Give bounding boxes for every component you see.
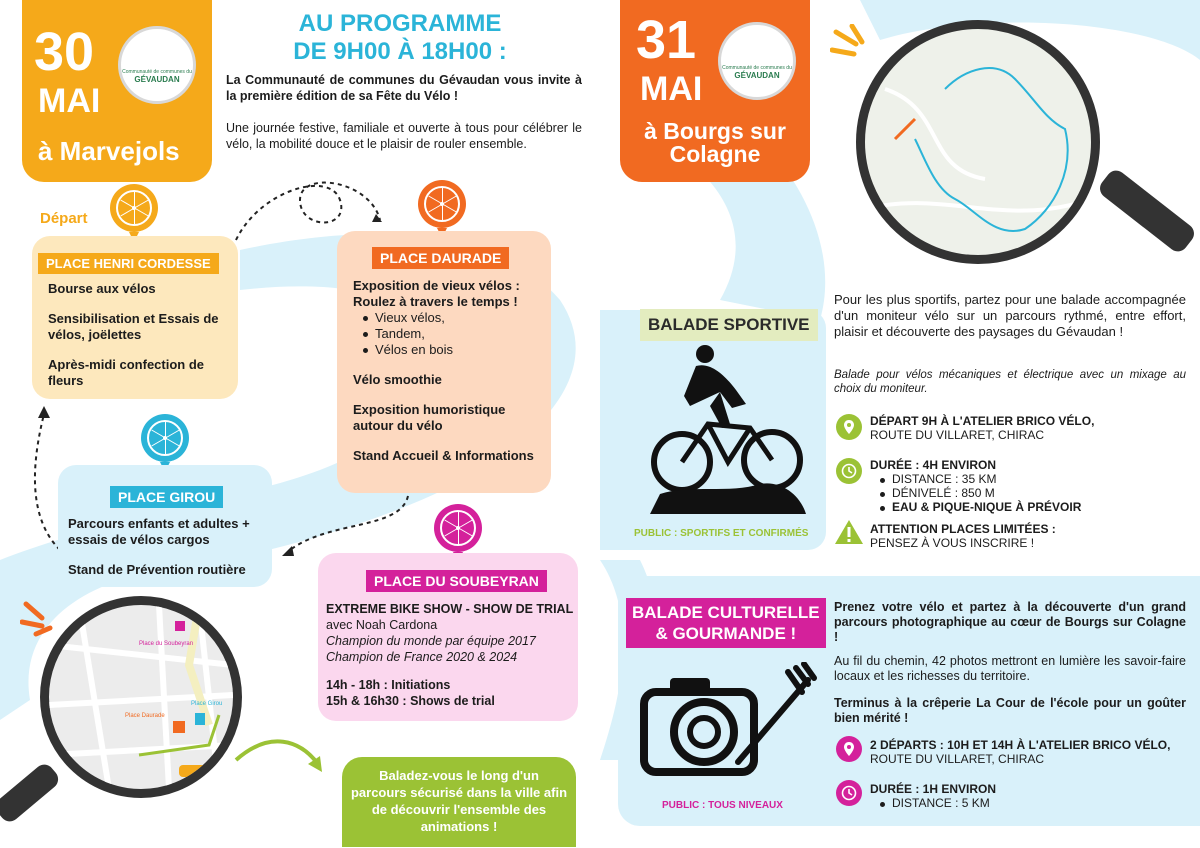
- henri-title: PLACE HENRI CORDESSE: [38, 253, 219, 274]
- sportive-duree: [870, 458, 1081, 514]
- programme-title-line2: DE 9H00 À 18H00 :: [293, 38, 507, 65]
- cyclist-icon: [650, 344, 806, 520]
- soubeyran-list: [326, 601, 576, 709]
- sun-rays-icon: [20, 598, 60, 642]
- map-label-daurade: Place Daurade: [125, 713, 165, 719]
- sportive-depart: [870, 414, 1094, 442]
- sportive-duree-title: DURÉE : 4H ENVIRON: [870, 458, 997, 472]
- list-item: Bourse aux vélos: [48, 281, 156, 296]
- culturelle-title-line1: BALADE CULTURELLE: [632, 603, 820, 622]
- sportive-depart-sub: ROUTE DU VILLARET, CHIRAC: [870, 428, 1045, 442]
- wheel-pin-cyan-icon: [141, 414, 189, 462]
- magnifier-map-right: [856, 20, 1100, 264]
- location-pin-icon: [836, 736, 862, 762]
- magnifier-map-left: [40, 596, 242, 798]
- date-place-31: [630, 120, 800, 166]
- sportive-title: BALADE SPORTIVE: [640, 309, 818, 341]
- henri-list: [48, 281, 230, 403]
- sportive-depart-bold: DÉPART 9H À L'ATELIER BRICO VÉLO,: [870, 414, 1095, 428]
- clock-icon: [836, 780, 862, 806]
- culturelle-depart: [870, 738, 1170, 766]
- culturelle-terminus: Terminus à la crêperie La Cour de l'école pour un goûter bien mérité !: [834, 696, 1186, 725]
- show-with: avec Noah Cardona: [326, 618, 438, 632]
- map-label-girou: Place Girou: [191, 701, 223, 707]
- sportive-intro: Pour les plus sportifs, partez pour une balade accompagnée d'un moniteur vélo sur un parcours rythmé, entre effort, plaisir et découverte des paysages du Gévaudan !: [834, 292, 1186, 339]
- logo-right: [718, 22, 796, 100]
- sportive-duree-list: [878, 472, 1081, 514]
- clock-icon: [836, 458, 862, 484]
- wheel-pin-magenta-icon: [434, 504, 482, 552]
- date-day-31: 31: [636, 10, 697, 70]
- wheel-pin-yellow-icon: [110, 184, 158, 232]
- logo-line2: GÉVAUDAN: [734, 71, 780, 80]
- soubeyran-title: PLACE DU SOUBEYRAN: [366, 570, 547, 592]
- list-item: Sensibilisation et Essais de vélos, joëlettes: [48, 311, 219, 342]
- list-item: Exposition humoristique autour du vélo: [353, 402, 506, 433]
- logo-line1: Communauté de communes du: [722, 65, 792, 71]
- daurade-expo-list: [361, 310, 543, 358]
- culturelle-public: PUBLIC : TOUS NIVEAUX: [662, 800, 783, 811]
- list-item: DÉNIVELÉ : 850 M: [878, 486, 1081, 500]
- daurade-title: PLACE DAURADE: [372, 247, 509, 269]
- list-item: Tandem,: [361, 326, 543, 342]
- warning-icon: [834, 518, 864, 546]
- culturelle-duree-title: DURÉE : 1H ENVIRON: [870, 782, 997, 796]
- show-time1: 14h - 18h : Initiations: [326, 678, 451, 692]
- culturelle-text: Au fil du chemin, 42 photos mettront en lumière les savoir-faire locaux et les richesses du territoire.: [834, 654, 1186, 683]
- show-title: EXTREME BIKE SHOW - SHOW DE TRIAL: [326, 602, 574, 616]
- girou-title: PLACE GIROU: [110, 486, 223, 508]
- bottom-note: Baladez-vous le long d'un parcours sécurisé dans la ville afin de découvrir l'ensemble des animations !: [342, 757, 576, 847]
- date-place-line2: Colagne: [669, 141, 761, 167]
- programme-title-line1: AU PROGRAMME: [298, 10, 502, 37]
- culturelle-title: [626, 598, 826, 648]
- depart-label: Départ: [40, 210, 88, 227]
- culturelle-intro: Prenez votre vélo et partez à la découverte d'un grand parcours photographique au cœur de Bourgs sur Colagne !: [834, 600, 1186, 644]
- sportive-attention-bold: ATTENTION PLACES LIMITÉES :: [870, 522, 1056, 536]
- sportive-attention: [870, 522, 1056, 550]
- intro-bold: La Communauté de communes du Gévaudan vous invite à la première édition de sa Fête du Vélo !: [226, 73, 582, 103]
- list-item: EAU & PIQUE-NIQUE À PRÉVOIR: [878, 500, 1081, 514]
- date-month: MAI: [38, 82, 101, 120]
- sun-rays-icon: [830, 24, 878, 68]
- logo-line2: GÉVAUDAN: [134, 75, 180, 84]
- wheel-pin-orange-icon: [418, 180, 466, 228]
- list-item: DISTANCE : 5 KM: [878, 796, 996, 810]
- culturelle-title-line2: & GOURMANDE !: [655, 624, 797, 643]
- list-item: Parcours enfants et adultes + essais de vélos cargos: [68, 516, 250, 547]
- logo-line1: Communauté de communes du: [122, 69, 192, 75]
- intro-text: Une journée festive, familiale et ouverte à tous pour célébrer le vélo, la mobilité douce et le plaisir de rouler ensemble.: [226, 121, 582, 151]
- culturelle-duree-list: [878, 796, 996, 810]
- daurade-expo-title: Exposition de vieux vélos : Roulez à travers le temps !: [353, 278, 520, 309]
- location-pin-icon: [836, 414, 862, 440]
- list-item: Après-midi confection de fleurs: [48, 357, 205, 388]
- date-day: 30: [34, 22, 95, 82]
- sportive-note: Balade pour vélos mécaniques et électrique avec un mixage au choix du moniteur.: [834, 369, 1186, 395]
- date-place: à Marvejols: [38, 136, 180, 166]
- map-label-henri: Place Henri Cordesse: [175, 785, 234, 791]
- show-champ1: Champion du monde par équipe 2017: [326, 634, 536, 648]
- culturelle-depart-sub: ROUTE DU VILLARET, CHIRAC: [870, 752, 1045, 766]
- sportive-public: PUBLIC : SPORTIFS ET CONFIRMÉS: [634, 528, 809, 539]
- date-place-line1: à Bourgs sur: [644, 118, 786, 144]
- list-item: Vieux vélos,: [361, 310, 543, 326]
- show-champ2: Champion de France 2020 & 2024: [326, 650, 518, 664]
- date-month-31: MAI: [640, 70, 703, 108]
- route-map: [865, 29, 1091, 255]
- culturelle-depart-bold: 2 DÉPARTS : 10H ET 14H À L'ATELIER BRICO VÉLO,: [870, 738, 1171, 752]
- sportive-attention-sub: PENSEZ À VOUS INSCRIRE !: [870, 536, 1035, 550]
- list-item: Vélo smoothie: [353, 372, 442, 387]
- girou-list: [68, 516, 268, 592]
- map-streets: [49, 605, 233, 789]
- culturelle-duree: [870, 782, 996, 810]
- daurade-list: [353, 278, 543, 478]
- list-item: Stand de Prévention routière: [68, 562, 246, 577]
- show-time2: 15h & 16h30 : Shows de trial: [326, 694, 495, 708]
- list-item: Vélos en bois: [361, 342, 543, 358]
- camera-fork-icon: [638, 662, 818, 782]
- map-label-soubeyran: Place du Soubeyran: [139, 641, 194, 647]
- list-item: DISTANCE : 35 KM: [878, 472, 1081, 486]
- list-item: Stand Accueil & Informations: [353, 448, 534, 463]
